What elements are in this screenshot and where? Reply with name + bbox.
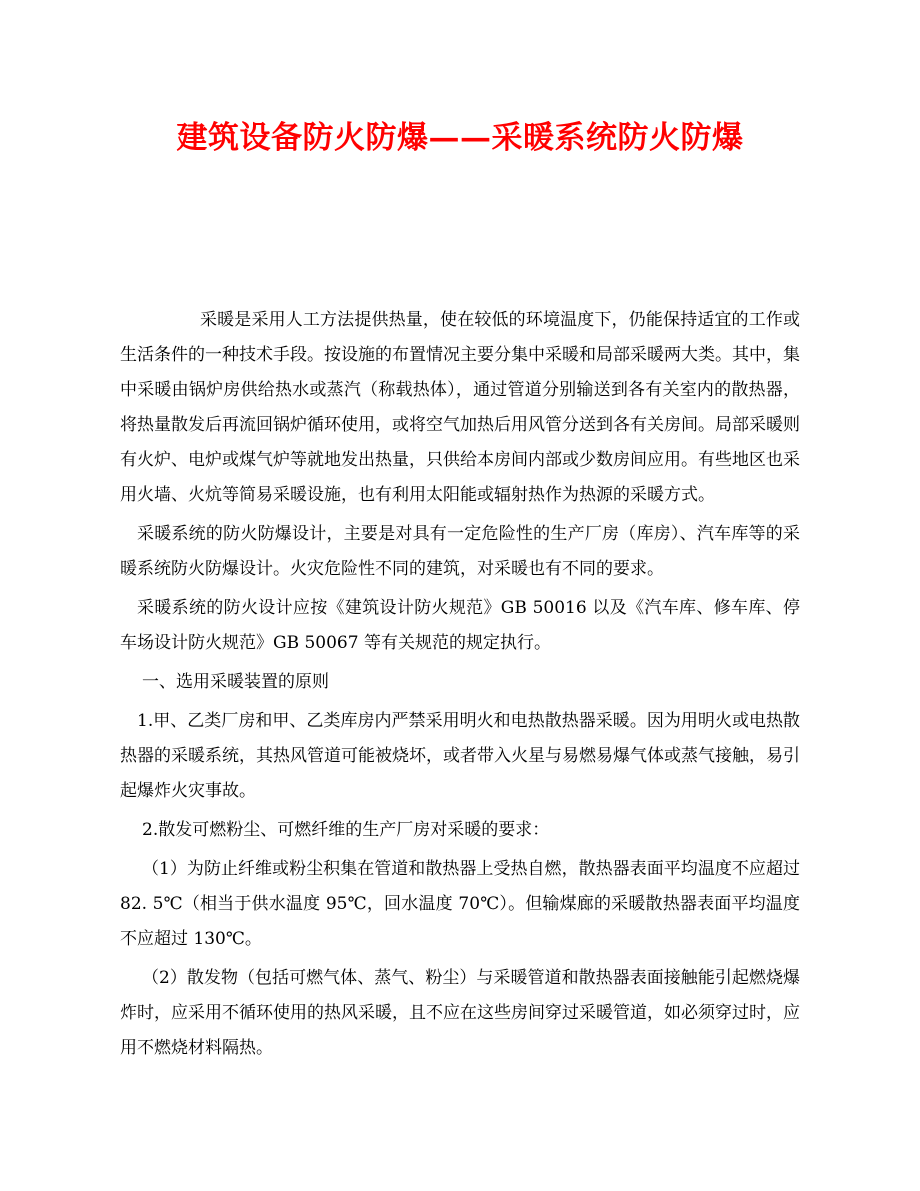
paragraph-standards-reference: 采暖系统的防火设计应按《建筑设计防火规范》GB 50016 以及《汽车库、修车库、停车场设计防火规范》GB 50067 等有关规范的规定执行。 — [120, 598, 800, 653]
section-heading-principles: 一、选用采暖装置的原则 — [142, 672, 329, 692]
list-item-2: 2.散发可燃粉尘、可燃纤维的生产厂房对采暖的要求： — [142, 820, 550, 840]
document-body — [120, 303, 800, 1070]
document-title: 建筑设备防火防爆——采暖系统防火防爆 — [176, 120, 744, 156]
list-item-1: 1.甲、乙类厂房和甲、乙类库房内严禁采用明火和电热散热器采暖。因为用明火或电热散热器的采暖系统，其热风管道可能被烧坏，或者带入火星与易燃易爆气体或蒸气接触，易引起爆炸火灾事故。 — [120, 711, 800, 801]
paragraph-heating-definition: 采暖是采用人工方法提供热量，使在较低的环境温度下，仍能保持适宜的工作或生活条件的一种技术手段。按设施的布置情况主要分集中采暖和局部采暖两大类。其中，集中采暖由锅炉房供给热水或蒸汽（称载热体），通过管道分别输送到各有关室内的散热器，将热量散发后再流回锅炉循环使用，或将空气加热后用风管分送到各有关房间。局部采暖则有火炉、电炉或煤气炉等就地发出热量，只供给本房间内部或少数房间应用。有些地区也采用火墙、火炕等简易采暖设施，也有利用太阳能或辐射热作为热源的采暖方式。 — [120, 310, 800, 505]
paragraph-fire-design-scope: 采暖系统的防火防爆设计，主要是对具有一定危险性的生产厂房（库房）、汽车库等的采暖系统防火防爆设计。火灾危险性不同的建筑，对采暖也有不同的要求。 — [120, 524, 800, 579]
sub-item-1: （1）为防止纤维或粉尘积集在管道和散热器上受热自燃，散热器表面平均温度不应超过 82. 5℃（相当于供水温度 95℃，回水温度 70℃）。但输煤廊的采暖散热器表面平均温度不应超过 130℃。 — [120, 859, 800, 949]
sub-item-2: （2）散发物（包括可燃气体、蒸气、粉尘）与采暖管道和散热器表面接触能引起燃烧爆炸时，应采用不循环使用的热风采暖，且不应在这些房间穿过采暖管道，如必须穿过时，应用不燃烧材料隔热。 — [120, 968, 800, 1058]
